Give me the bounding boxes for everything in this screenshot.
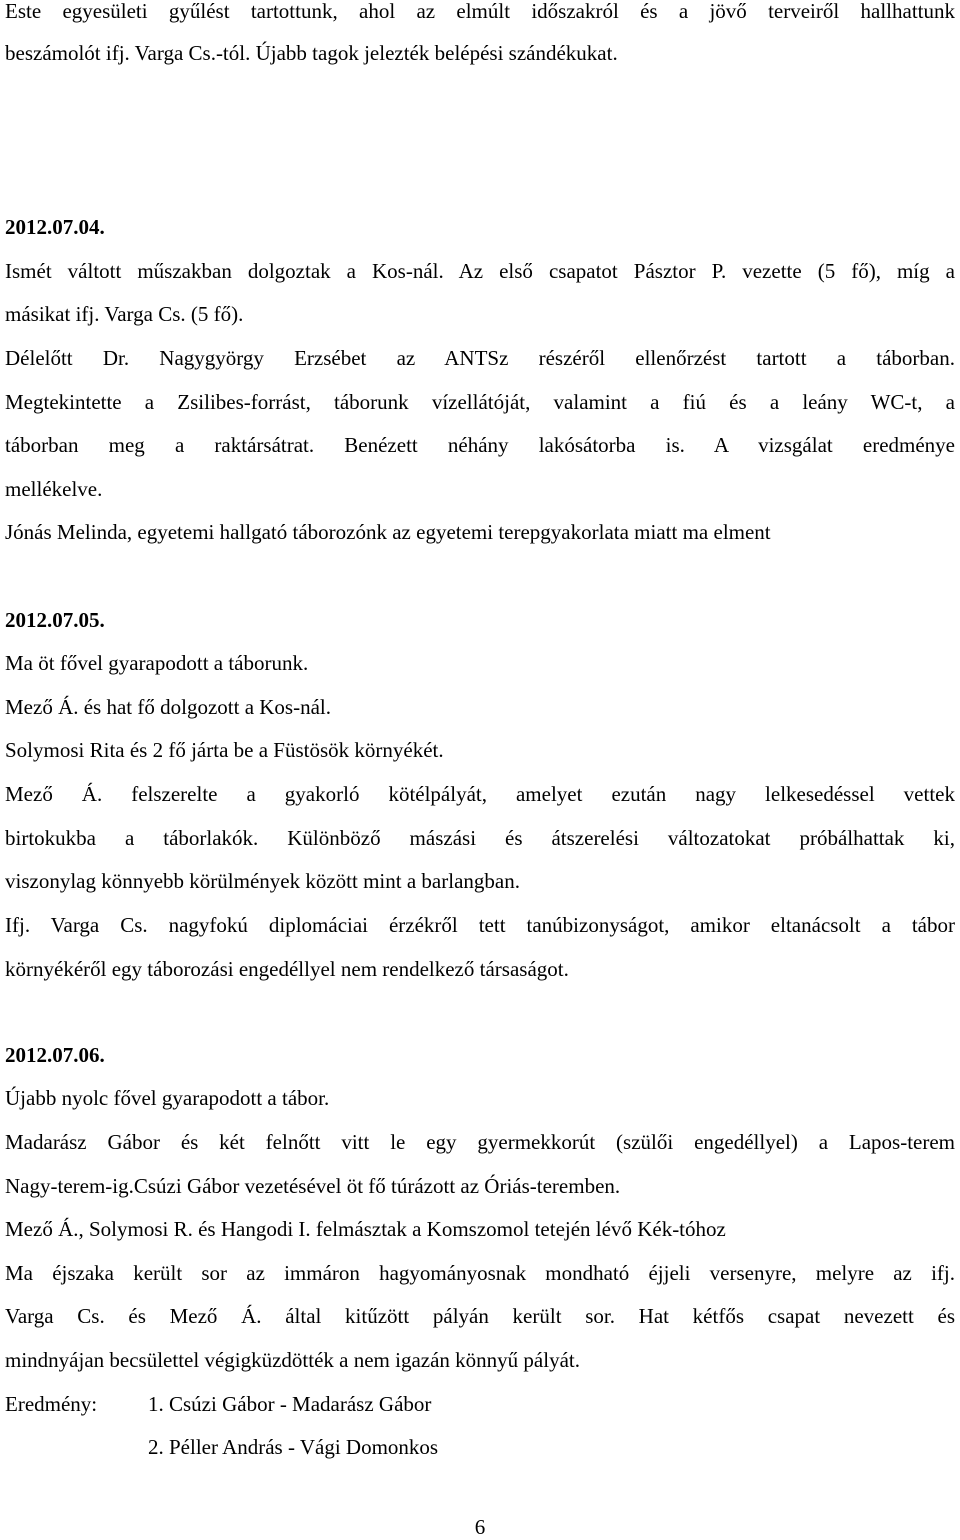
day1-date-heading: 2012.07.04. xyxy=(5,215,105,239)
day3-line-1: Újabb nyolc fővel gyarapodott a tábor. xyxy=(5,1086,330,1110)
result-item-1: 1. Csúzi Gábor - Madarász Gábor xyxy=(148,1392,432,1416)
day1-line-4: Megtekintette a Zsilibes-forrást, táborunk vízellátóját, valamint a fiú és a leány WC-t, a xyxy=(5,390,955,414)
day3-line-5: Ma éjszaka került sor az immáron hagyományosnak mondható éjjeli versenyre, melyre az ifj. xyxy=(5,1261,955,1285)
day1-line-5: táborban meg a raktársátrat. Benézett néhány lakósátorba is. A vizsgálat eredménye xyxy=(5,433,955,457)
day3-line-4: Mező Á., Solymosi R. és Hangodi I. felmásztak a Komszomol tetején lévő Kék-tóhoz xyxy=(5,1217,726,1241)
day3-date-heading: 2012.07.06. xyxy=(5,1043,105,1067)
day2-date-heading: 2012.07.05. xyxy=(5,608,105,632)
day2-line-7: Ifj. Varga Cs. nagyfokú diplomáciai érzékről tett tanúbizonyságot, amikor eltanácsolt a tábor xyxy=(5,913,955,937)
day2-line-6: viszonylag könnyebb körülmények között mint a barlangban. xyxy=(5,869,520,893)
day1-line-6: mellékelve. xyxy=(5,477,103,501)
day3-line-7: mindnyájan becsülettel végigküzdötték a nem igazán könnyű pályát. xyxy=(5,1348,580,1372)
day1-line-1: Ismét váltott műszakban dolgoztak a Kos-nál. Az első csapatot Pásztor P. vezette (5 fő), míg a xyxy=(5,259,955,283)
result-label: Eredmény: xyxy=(5,1392,98,1416)
day2-line-5: birtokukba a táborlakók. Különböző mászási és átszerelési változatokat próbálhattak ki, xyxy=(5,826,955,850)
result-item-2: 2. Péller András - Vági Domonkos xyxy=(148,1435,439,1459)
day1-line-7: Jónás Melinda, egyetemi hallgató táborozónk az egyetemi terepgyakorlata miatt ma elment xyxy=(5,520,771,544)
day1-line-3: Délelőtt Dr. Nagygyörgy Erzsébet az ANTSz részéről ellenőrzést tartott a táborban. xyxy=(5,346,955,370)
day3-line-6: Varga Cs. és Mező Á. által kitűzött pályán került sor. Hat kétfős csapat nevezett és xyxy=(5,1304,955,1328)
day2-line-1: Ma öt fővel gyarapodott a táborunk. xyxy=(5,651,309,675)
day2-line-8: környékéről egy táborozási engedéllyel nem rendelkező társaságot. xyxy=(5,957,569,981)
day3-line-3: Nagy-terem-ig.Csúzi Gábor vezetésével öt fő túrázott az Óriás-teremben. xyxy=(5,1174,621,1198)
page-number: 6 xyxy=(474,1515,486,1539)
day2-line-2: Mező Á. és hat fő dolgozott a Kos-nál. xyxy=(5,695,332,719)
intro-line-1: Este egyesületi gyűlést tartottunk, ahol az elmúlt időszakról és a jövő terveiről hallhattunk xyxy=(5,0,955,23)
day2-line-3: Solymosi Rita és 2 fő járta be a Füstösök környékét. xyxy=(5,738,444,762)
day1-line-2: másikat ifj. Varga Cs. (5 fő). xyxy=(5,302,244,326)
day2-line-4: Mező Á. felszerelte a gyakorló kötélpályát, amelyet ezután nagy lelkesedéssel vettek xyxy=(5,782,955,806)
day3-line-2: Madarász Gábor és két felnőtt vitt le egy gyermekkorút (szülői engedéllyel) a Lapos-terem xyxy=(5,1130,955,1154)
intro-line-2: beszámolót ifj. Varga Cs.-tól. Újabb tagok jelezték belépési szándékukat. xyxy=(5,41,618,65)
